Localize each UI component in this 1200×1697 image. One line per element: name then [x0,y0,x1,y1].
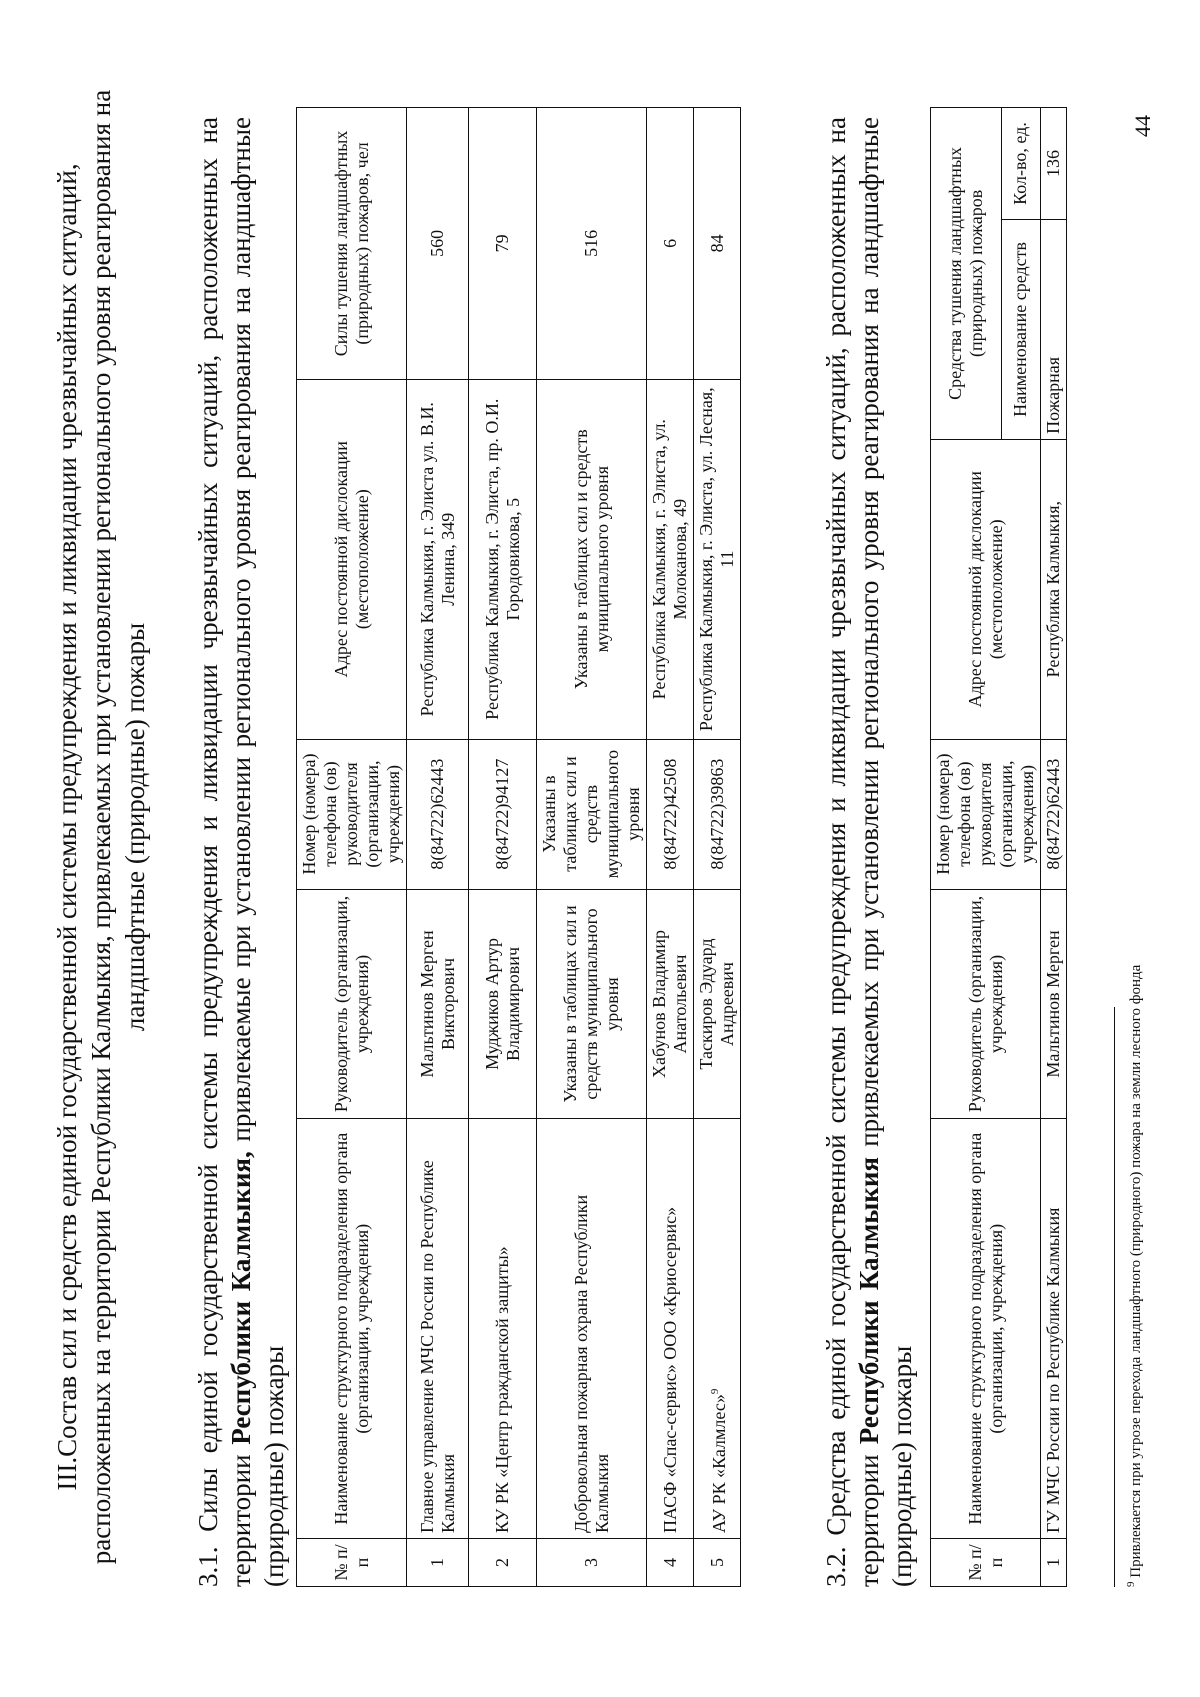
footnote [1122,965,1145,1587]
table-row [537,108,647,1587]
row-head: Указаны в таблицах сил и средств муниципального уровня [537,889,647,1119]
section-title: III.Состав сил и средств единой государственной системы предупреждения и ликвидации чрезвычайных ситуаций, расположенных на территории Республики Калмыкия, привлекаемых при установлении регионального уровня реагирования на ландшафтные (природные) пожары [52,89,150,1565]
forces-heading-part2: привлекаемые при установлении регионального уровня реагирования на ландшафтные (природные) пожары [226,117,289,1587]
row-num: 3 [537,1539,647,1587]
row-means-qty: 136 [1041,108,1067,220]
row-address: Указаны в таблицах сил и средств муниципального уровня [537,379,647,739]
row-name [694,1119,741,1539]
forces-heading-bold: Республики Калмыкия, [226,1151,256,1445]
header-head: Руководитель (организации, учреждения) [297,889,407,1119]
row-address: Республика Калмыкия, г. Элиста, ул. Лесная, 11 [694,379,741,739]
table-header-row [931,108,1002,1587]
table-row [407,108,469,1587]
header-address: Адрес постоянной дислокации (местоположение) [931,439,1041,739]
means-heading [820,117,919,1587]
footnote-divider [1114,1007,1115,1587]
row-personnel: 79 [469,108,537,380]
table-row [694,108,741,1587]
footnote-number: 9 [1125,1581,1137,1587]
row-head: Муджиков Артур Владимирович [469,889,537,1119]
page-number: 44 [1130,115,1155,137]
means-table [930,107,1067,1587]
header-means-group: Средства тушения ландшафтных (природных) пожаров [931,108,1002,440]
row-phone: 8(84722)62443 [407,739,469,889]
row-address: Республика Калмыкия, [1041,439,1067,739]
header-phone: Номер (номера) телефона (ов) руководителя (организации, учреждения) [931,739,1041,889]
row-name: КУ РК «Центр гражданской защиты» [469,1119,537,1539]
row-num: 2 [469,1539,537,1587]
means-heading-part2: привлекаемых при установлении регионального уровня реагирования на ландшафтные (природные) пожары [854,117,917,1587]
row-personnel: 516 [537,108,647,380]
row-head: Таскиров Эдуард Андреевич [694,889,741,1119]
footnote-marker: 9 [708,1388,721,1395]
forces-heading-part1: 3.1. Силы единой государственной системы предупреждения и ликвидации чрезвычайных ситуаций, расположенных на территории [193,117,256,1587]
row-num: 1 [407,1539,469,1587]
header-name: Наименование структурного подразделения органа (организации, учреждения) [931,1119,1041,1539]
row-phone: 8(84722)42508 [647,739,694,889]
header-num: № п/п [297,1539,407,1587]
table-row [1041,108,1067,1587]
row-num: 4 [647,1539,694,1587]
row-num: 5 [694,1539,741,1587]
row-personnel: 6 [647,108,694,380]
row-name: Добровольная пожарная охрана Республики Калмыкия [537,1119,647,1539]
row-personnel: 84 [694,108,741,380]
row-phone: Указаны в таблицах сил и средств муниципального уровня [537,739,647,889]
row-address: Республика Калмыкия, г. Элиста, пр. О.И. Городовикова, 5 [469,379,537,739]
row-name: Главное управление МЧС России по Республике Калмыкия [407,1119,469,1539]
means-heading-bold: Республики Калмыкия [854,1156,884,1445]
table-row [647,108,694,1587]
row-name: ПАСФ «Спас-сервис» ООО «Криосервис» [647,1119,694,1539]
row-name-text: АУ РК «Калмлес» [708,1394,729,1534]
table-header-row [297,108,407,1587]
means-heading-part1: 3.2. Средства единой государственной системы предупреждения и ликвидации чрезвычайных ситуаций, расположенных на территории [821,117,884,1587]
header-phone: Номер (номера) телефона (ов) руководителя (организации, учреждения) [297,739,407,889]
row-num: 1 [1041,1539,1067,1587]
header-address: Адрес постоянной дислокации (местоположение) [297,379,407,739]
forces-heading [192,117,291,1587]
row-head: Мальтинов Мерген [1041,889,1067,1119]
row-name: ГУ МЧС России по Республике Калмыкия [1041,1119,1067,1539]
header-head: Руководитель (организации, учреждения) [931,889,1041,1119]
row-head: Хабунов Владимир Анатольевич [647,889,694,1119]
header-personnel: Силы тушения ландшафтных (природных) пожаров, чел [297,108,407,380]
row-personnel: 560 [407,108,469,380]
forces-table [296,107,741,1587]
row-head: Мальтинов Мерген Викторович [407,889,469,1119]
header-means-name: Наименование средств [1001,219,1040,439]
row-phone: 8(84722)39863 [694,739,741,889]
footnote-text: Привлекается при угрозе перехода ландшафтного (природного) пожара на земли лесного фонда [1128,964,1144,1582]
header-num: № п/п [931,1539,1041,1587]
table-row [469,108,537,1587]
header-means-qty: Кол-во, ед. [1001,108,1040,220]
row-address: Республика Калмыкия, г. Элиста ул. В.И. Ленина, 349 [407,379,469,739]
row-means-name: Пожарная [1041,219,1067,439]
row-phone: 8(84722)62443 [1041,739,1067,889]
row-address: Республика Калмыкия, г. Элиста, ул. Молоканова, 49 [647,379,694,739]
row-phone: 8(84722)94127 [469,739,537,889]
header-name: Наименование структурного подразделения органа (организации, учреждения) [297,1119,407,1539]
